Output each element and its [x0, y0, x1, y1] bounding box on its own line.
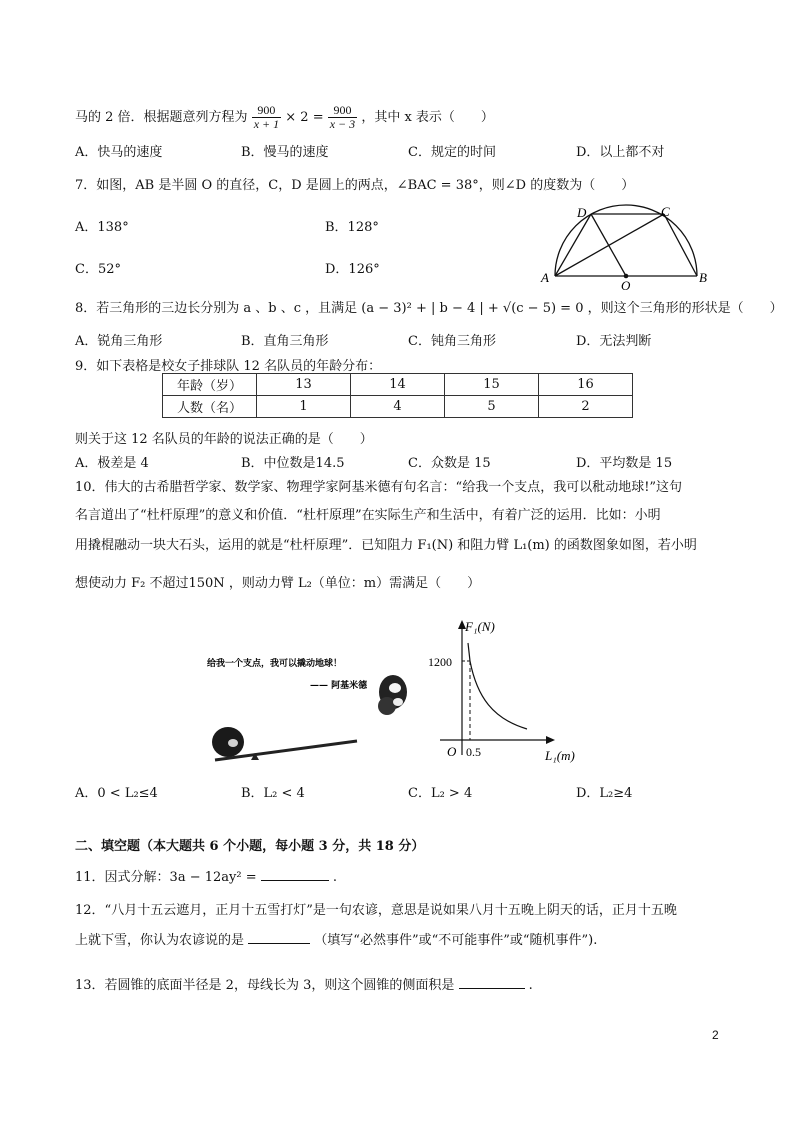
y-axis-label: F₁(N)	[465, 619, 495, 634]
q11-answer-blank[interactable]	[261, 868, 329, 881]
q6-times-two: × 2 =	[285, 110, 324, 125]
label-o: O	[621, 278, 631, 293]
q6-option-c: C．规定的时间	[408, 145, 496, 160]
q13-text: 13．若圆锥的底面半径是 2，母线长为 3，则这个圆锥的侧面积是	[75, 978, 455, 993]
table-cell: 4	[351, 396, 445, 418]
label-b: B	[699, 270, 707, 285]
q6-option-b: B．慢马的速度	[241, 145, 329, 160]
q8-option-d: D．无法判断	[576, 334, 652, 349]
q9-question: 则关于这 12 名队员的年龄的说法正确的是（ ）	[75, 432, 373, 447]
q12-line-2-pre: 上就下雪，你认为农谚说的是	[75, 933, 245, 948]
q10-option-d: D．L₂≥4	[576, 786, 633, 801]
chord-do	[591, 214, 626, 276]
q6-option-a: A．快马的速度	[75, 145, 163, 160]
q13-answer-blank[interactable]	[459, 976, 525, 989]
table-cell: 人数（名）	[163, 396, 257, 418]
chord-ad	[555, 214, 591, 276]
origin-label: O	[447, 744, 457, 759]
q13	[75, 974, 533, 993]
archimedes-portrait	[378, 675, 407, 715]
q7-option-a: A．138°	[75, 220, 129, 235]
q6-option-d: D．以上都不对	[576, 145, 665, 160]
table-cell: 1	[257, 396, 351, 418]
q9-option-d: D．平均数是 15	[576, 456, 673, 471]
q10-line-1: 10．伟大的古希腊哲学家、数学家、物理学家阿基米德有句名言：“给我一个支点，我可以秕动地球!”这句	[75, 480, 683, 495]
table-row	[163, 374, 633, 396]
x-axis-arrow	[546, 736, 555, 744]
q6-stem-suffix: ，其中 x 表示（ ）	[361, 110, 494, 125]
q6-fraction-2	[328, 104, 357, 131]
q12-answer-blank[interactable]	[248, 931, 310, 944]
q10-option-b: B．L₂ < 4	[241, 786, 305, 801]
q10-line-3: 用撬棍融动一块大石头，运用的就是“杜杆原理”．已知阻力 F₁(N) 和阻力臂 L₁(m) 的函数图象如图，若小明	[75, 538, 697, 553]
inverse-curve	[470, 661, 527, 729]
q12-line-1: 12．“八月十五云遮月，正月十五雪打灯”是一句农谚，意思是说如果八月十五晚上阴天的话，正月十五晚	[75, 903, 677, 918]
inverse-curve-upper	[468, 643, 470, 661]
table-cell: 14	[351, 374, 445, 396]
table-row	[163, 396, 633, 418]
q10-option-c: C．L₂ > 4	[408, 786, 473, 801]
q9-option-b: B．中位数是14.5	[241, 456, 345, 471]
label-c: C	[661, 204, 670, 219]
section-2-title: 二、填空题（本大题共 6 个小题，每小题 3 分，共 18 分）	[75, 839, 425, 854]
q10-line-2: 名言道出了“杜杆原理”的意义和价值．“杜杆原理”在实际生产和生活中，有着广泛的运用．比如：小明	[75, 508, 661, 523]
table-cell: 2	[539, 396, 633, 418]
table-cell: 5	[445, 396, 539, 418]
q11	[75, 866, 337, 885]
q6-fraction-1	[252, 104, 281, 131]
page-number: 2	[712, 1028, 719, 1042]
boulder	[212, 727, 244, 757]
inverse-function-graph	[428, 615, 610, 767]
q6-stem-prefix: 马的 2 倍．根据题意列方程为	[75, 110, 248, 125]
q12-line-2	[75, 929, 597, 948]
label-a: A	[541, 270, 549, 285]
q12-line-2-post: （填写“必然事件”或“不可能事件”或“随机事件”).	[314, 933, 598, 948]
q7-option-d: D．126°	[325, 262, 380, 277]
q11-end: .	[332, 870, 338, 885]
q11-text: 11．因式分解：3a − 12ay² =	[75, 870, 257, 885]
q9-option-c: C．众数是 15	[408, 456, 491, 471]
q7-semicircle-figure	[535, 204, 715, 293]
y-tick-label: 1200	[428, 655, 452, 669]
q6-frac1-numerator: 900	[252, 104, 281, 118]
q9-option-a: A．极差是 4	[75, 456, 149, 471]
archimedes-author: —— 阿基米德	[310, 681, 368, 691]
q8-option-a: A．锐角三角形	[75, 334, 163, 349]
q10-option-a: A．0 < L₂≤4	[75, 786, 158, 801]
label-d: D	[577, 205, 587, 220]
q7-stem: 7．如图，AB 是半圆 O 的直径，C，D 是圆上的两点，∠BAC = 38°，则∠D 的度数为（ ）	[75, 178, 635, 193]
table-cell: 16	[539, 374, 633, 396]
q8-stem: 8．若三角形的三边长分别为 a 、b 、c ，且满足 (a − 3)² + | b − 4 | + √(c − 5) = 0 ，则这个三角形的形状是（ ）	[75, 301, 783, 316]
q7-option-c: C．52°	[75, 262, 121, 277]
q6-frac2-numerator: 900	[328, 104, 357, 118]
q9-stem: 9．如下表格是校女子排球队 12 名队员的年龄分布：	[75, 359, 382, 374]
archimedes-quote: 给我一个支点，我可以撬动地球！	[207, 659, 343, 669]
table-cell: 13	[257, 374, 351, 396]
q7-option-b: B．128°	[325, 220, 379, 235]
q8-option-b: B．直角三角形	[241, 334, 329, 349]
q8-option-c: C．钝角三角形	[408, 334, 496, 349]
q6-frac2-denominator: x − 3	[329, 117, 356, 131]
lever-illustration	[195, 650, 430, 770]
q6-stem	[75, 104, 494, 131]
table-cell: 15	[445, 374, 539, 396]
q13-end: .	[528, 978, 533, 993]
q6-frac1-denominator: x + 1	[253, 117, 280, 131]
chord-ac	[555, 214, 664, 276]
age-distribution-table	[162, 373, 633, 418]
x-axis-label: L₁(m)	[545, 748, 575, 763]
chord-cb	[664, 214, 697, 276]
table-cell: 年龄（岁）	[163, 374, 257, 396]
x-tick-label: 0.5	[466, 745, 481, 759]
q10-line-4: 想使动力 F₂ 不超过150N ，则动力臂 L₂（单位：m）需满足（ ）	[75, 576, 481, 591]
